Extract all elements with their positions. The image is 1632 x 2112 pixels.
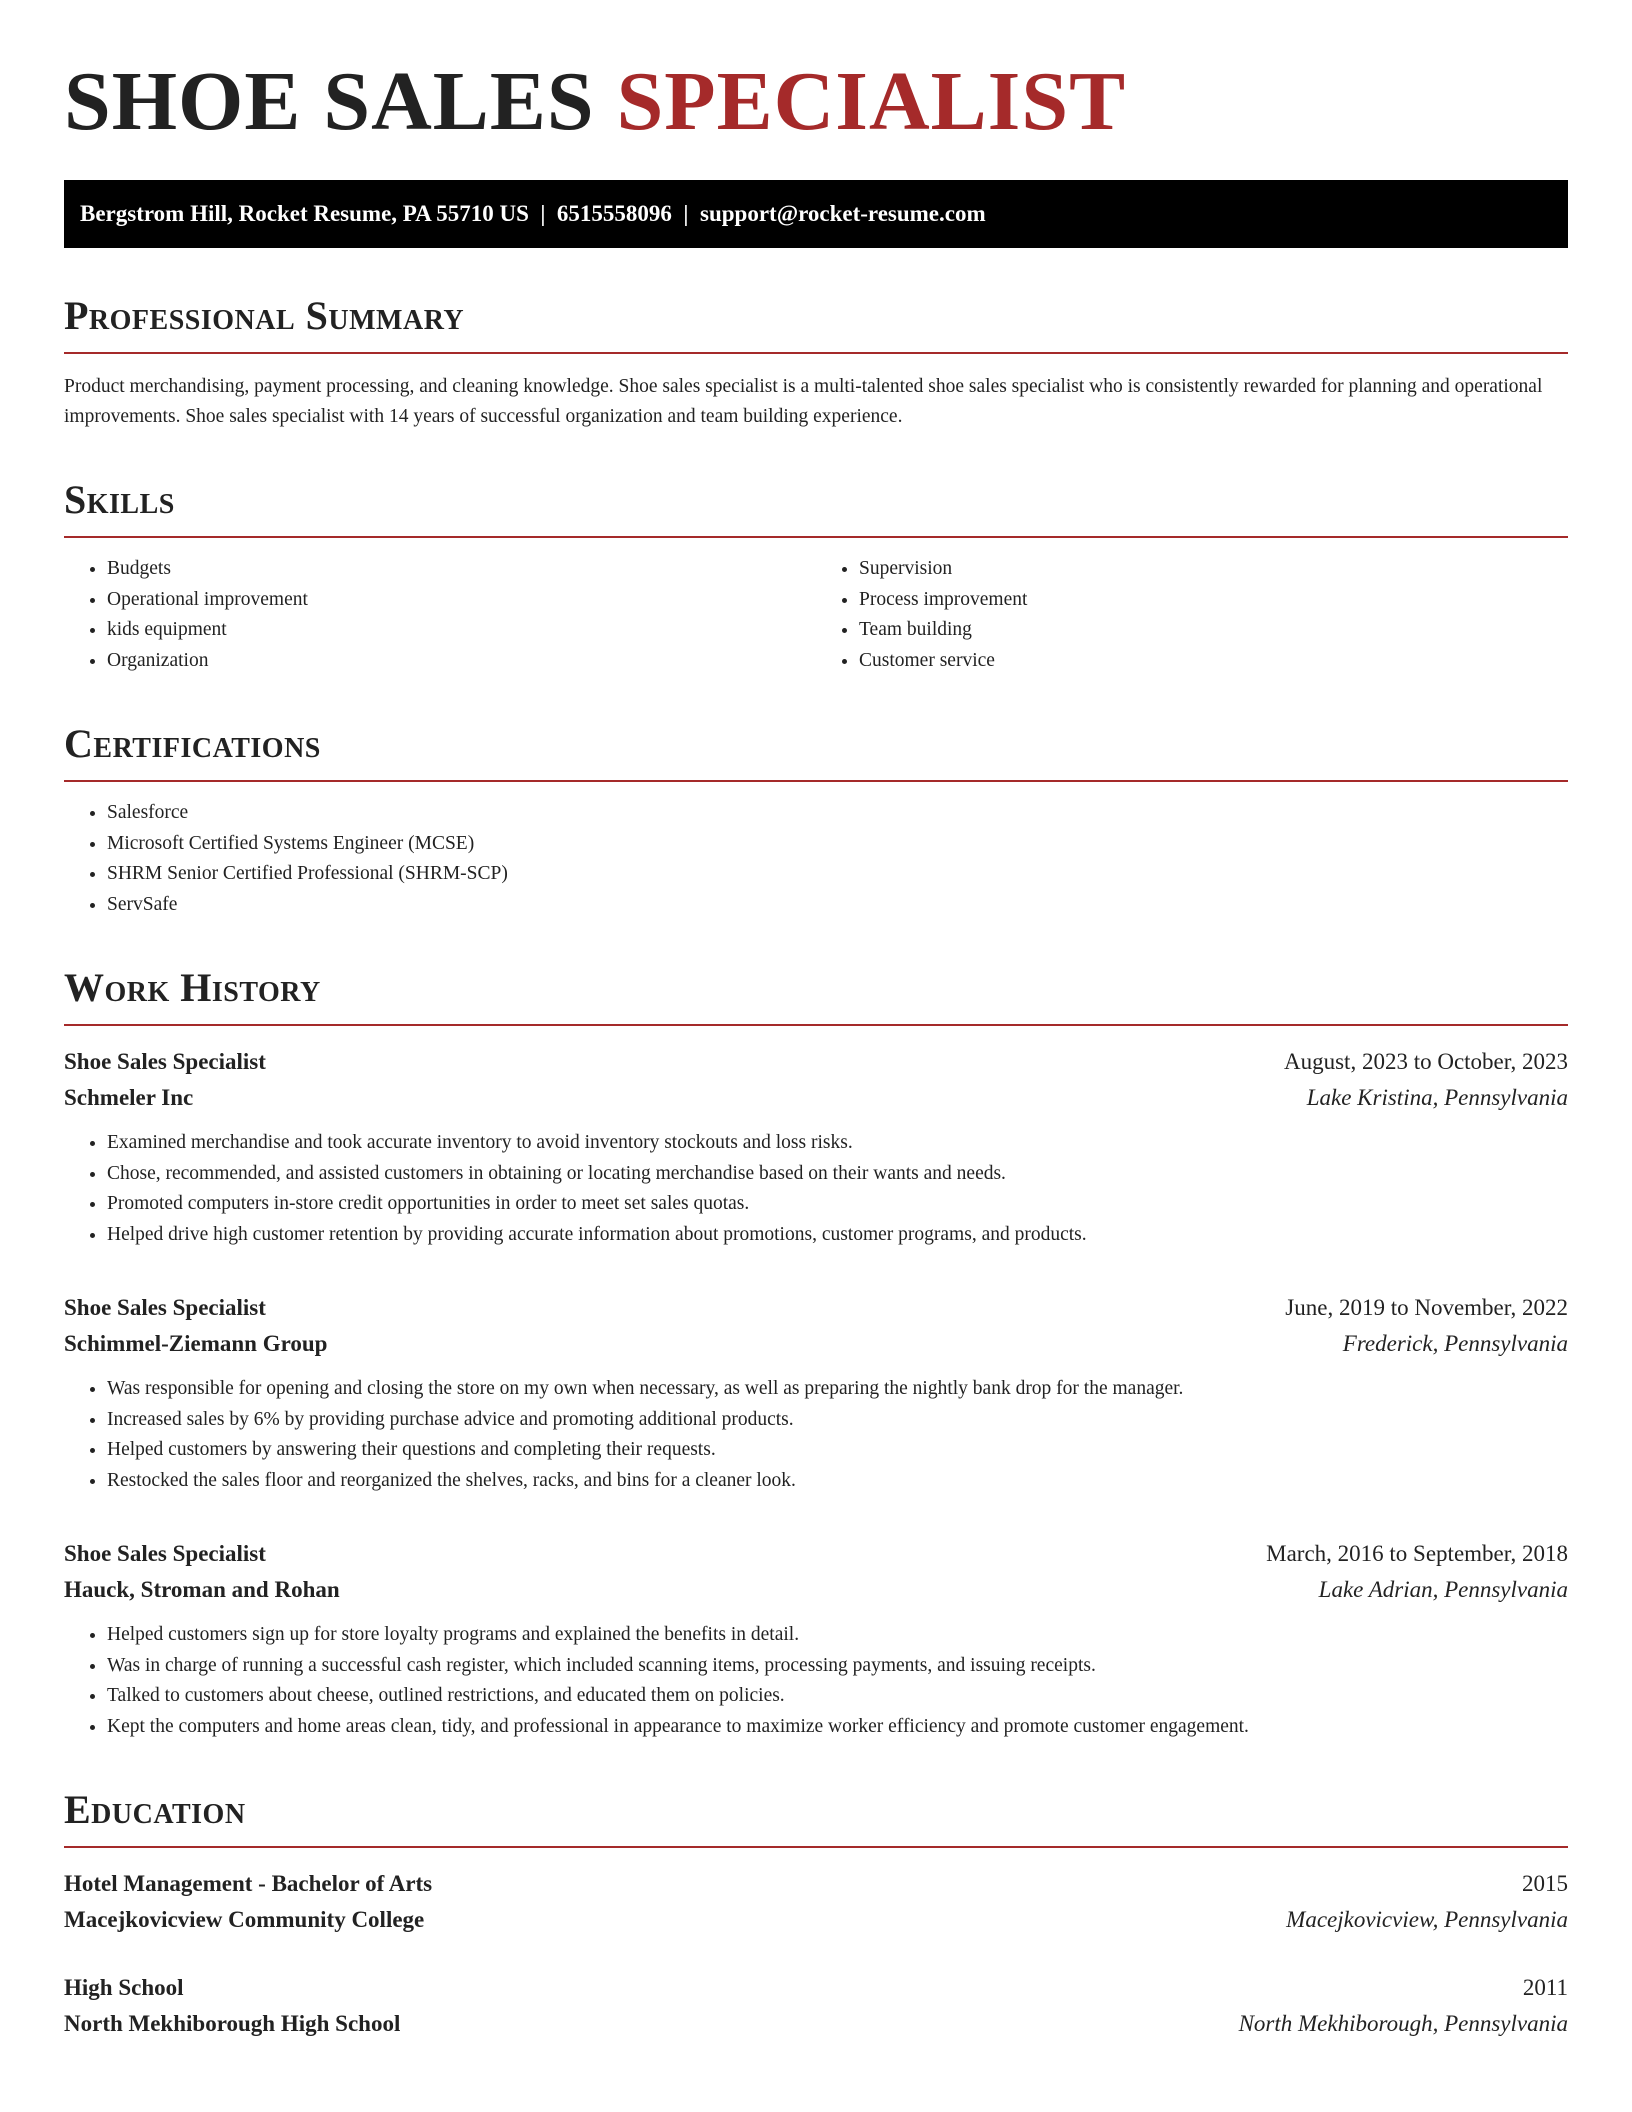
job-bullet: • Helped customers sign up for store loyalty programs and explained the benefits in detail.: [107, 1620, 1568, 1651]
education-school-row: [64, 1902, 1568, 1938]
section-title-work-history: Work History: [64, 964, 1568, 1026]
job-dates: August, 2023 to October, 2023: [1284, 1049, 1568, 1074]
education-degree: Hotel Management - Bachelor of Arts: [64, 1871, 433, 1896]
job-location: Lake Adrian, Pennsylvania: [1318, 1577, 1568, 1602]
section-title-education: Education: [64, 1786, 1568, 1848]
skills-list-right: [816, 554, 1568, 676]
job-bullets: [64, 1374, 1568, 1496]
job-entry: [64, 1536, 1568, 1742]
job-header-row: [64, 1290, 1568, 1326]
job-entry: [64, 1290, 1568, 1496]
job-bullets: [64, 1620, 1568, 1742]
job-bullet: • Was responsible for opening and closing the store on my own when necessary, as well as preparing the nightly bank drop for the manager.: [107, 1374, 1568, 1405]
contact-bar: Bergstrom Hill, Rocket Resume, PA 55710 US | 6515558096 | support@rocket-resume.com: [64, 180, 1568, 248]
job-entry: [64, 1044, 1568, 1250]
education-school-row: [64, 2006, 1568, 2042]
job-bullet: • Helped drive high customer retention by providing accurate information about promotions, customer programs, and products.: [107, 1220, 1568, 1251]
skill-item: • Supervision: [859, 554, 1568, 585]
skill-item: • kids equipment: [107, 615, 816, 646]
job-bullet: • Increased sales by 6% by providing purchase advice and promoting additional products.: [107, 1405, 1568, 1436]
job-location: Frederick, Pennsylvania: [1342, 1331, 1568, 1356]
section-title-summary: Professional Summary: [64, 292, 1568, 354]
education-year: 2011: [1522, 1975, 1568, 2000]
job-bullet: • Restocked the sales floor and reorganized the shelves, racks, and bins for a cleaner look.: [107, 1466, 1568, 1497]
education-entry: [64, 1866, 1568, 1938]
skill-item: • Customer service: [859, 646, 1568, 677]
certification-item: • SHRM Senior Certified Professional (SHRM-SCP): [107, 859, 1568, 890]
job-company: Schimmel-Ziemann Group: [64, 1331, 328, 1356]
job-title: Shoe Sales Specialist: [64, 1295, 266, 1320]
job-bullet: • Promoted computers in-store credit opportunities in order to meet set sales quotas.: [107, 1189, 1568, 1220]
skill-item: • Organization: [107, 646, 816, 677]
skills-section: [64, 476, 1568, 676]
job-bullet: • Helped customers by answering their questions and completing their requests.: [107, 1435, 1568, 1466]
education-degree-row: [64, 1970, 1568, 2006]
job-company: Schmeler Inc: [64, 1085, 194, 1110]
name-first-part: SHOE SALES: [64, 55, 595, 148]
job-title: Shoe Sales Specialist: [64, 1049, 266, 1074]
skill-item: • Team building: [859, 615, 1568, 646]
skills-list-left: [64, 554, 816, 676]
education-degree-row: [64, 1866, 1568, 1902]
education-degree: High School: [64, 1975, 184, 2000]
summary-text: Product merchandising, payment processing, and cleaning knowledge. Shoe sales specialist is a multi-talented shoe sales specialist who is consistently rewarded for planning and operational improvements. Shoe sales specialist with 14 years of successful organization and team building experience.: [64, 376, 1543, 427]
job-location: Lake Kristina, Pennsylvania: [1306, 1085, 1568, 1110]
certification-item: • Microsoft Certified Systems Engineer (MCSE): [107, 829, 1568, 860]
name-accent-part: SPECIALIST: [616, 55, 1127, 148]
certification-item: • ServSafe: [107, 890, 1568, 921]
job-dates: March, 2016 to September, 2018: [1266, 1541, 1568, 1566]
summary-section: [64, 292, 1568, 432]
education-location: North Mekhiborough, Pennsylvania: [1238, 2011, 1568, 2036]
job-bullet: • Talked to customers about cheese, outlined restrictions, and educated them on policies.: [107, 1681, 1568, 1712]
job-company-row: [64, 1326, 1568, 1362]
education-year: 2015: [1522, 1871, 1568, 1896]
skills-grid: [64, 538, 1568, 676]
education-school: Macejkovicview Community College: [64, 1907, 425, 1932]
section-title-certifications: Certifications: [64, 720, 1568, 782]
skill-item: • Budgets: [107, 554, 816, 585]
education-school: North Mekhiborough High School: [64, 2011, 401, 2036]
certifications-list: [64, 798, 1568, 920]
job-dates: June, 2019 to November, 2022: [1285, 1295, 1568, 1320]
job-bullets: [64, 1128, 1568, 1250]
job-title: Shoe Sales Specialist: [64, 1541, 266, 1566]
resume-name: [64, 52, 1568, 152]
education-location: Macejkovicview, Pennsylvania: [1286, 1907, 1568, 1932]
job-bullet: • Examined merchandise and took accurate inventory to avoid inventory stockouts and loss risks.: [107, 1128, 1568, 1159]
job-company-row: [64, 1080, 1568, 1116]
education-section: [64, 1786, 1568, 2042]
job-header-row: [64, 1536, 1568, 1572]
job-company: Hauck, Stroman and Rohan: [64, 1577, 340, 1602]
job-bullet: • Chose, recommended, and assisted customers in obtaining or locating merchandise based on their wants and needs.: [107, 1159, 1568, 1190]
job-company-row: [64, 1572, 1568, 1608]
section-title-skills: Skills: [64, 476, 1568, 538]
work-history-section: [64, 964, 1568, 1742]
certification-item: • Salesforce: [107, 798, 1568, 829]
skill-item: • Process improvement: [859, 585, 1568, 616]
skill-item: • Operational improvement: [107, 585, 816, 616]
certifications-section: [64, 720, 1568, 920]
job-bullet: • Was in charge of running a successful cash register, which included scanning items, processing payments, and issuing receipts.: [107, 1651, 1568, 1682]
job-bullet: • Kept the computers and home areas clean, tidy, and professional in appearance to maximize worker efficiency and promote customer engagement.: [107, 1712, 1568, 1743]
job-header-row: [64, 1044, 1568, 1080]
education-entry: [64, 1970, 1568, 2042]
